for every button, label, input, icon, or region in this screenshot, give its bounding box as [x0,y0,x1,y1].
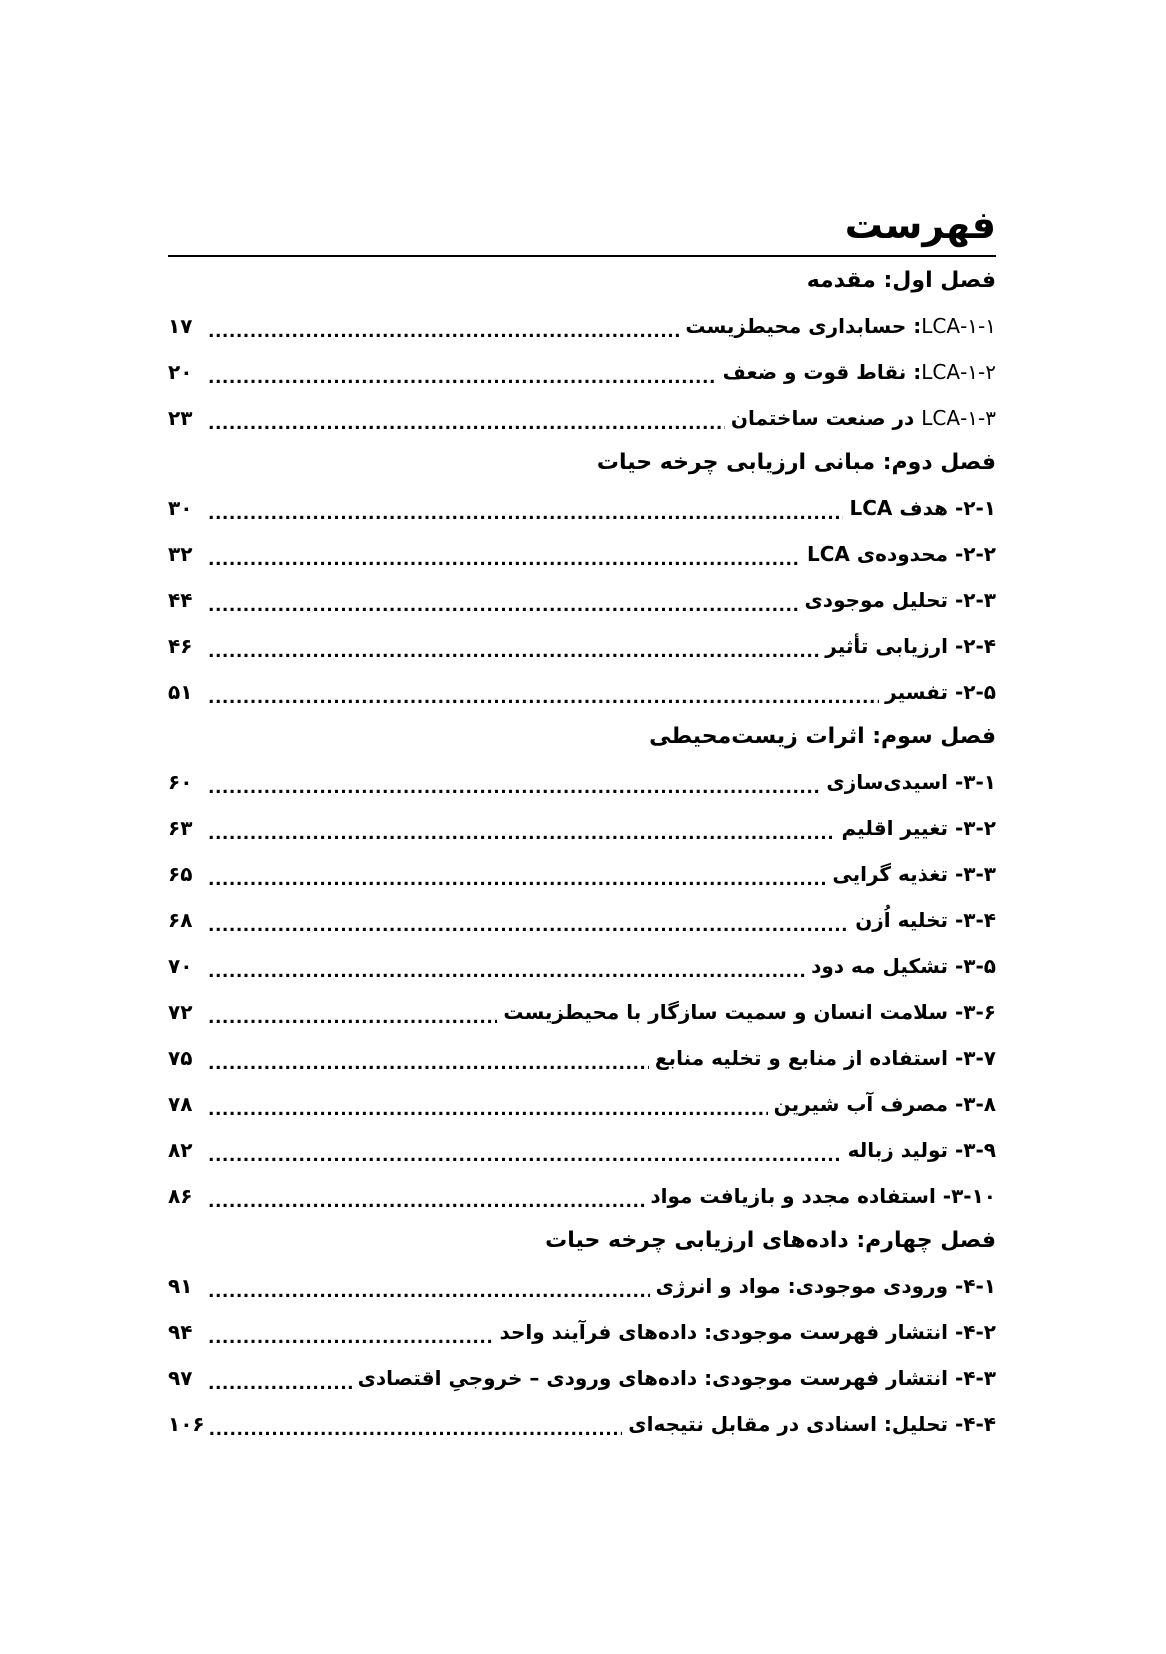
dot-leader [208,675,879,721]
page-number: ۳۰ [168,496,193,520]
toc-entry[interactable] [168,1309,996,1355]
page-number: ۳۲ [168,542,193,566]
page-number: ۹۱ [168,1274,193,1298]
section-number: ۳-۳- [954,862,996,886]
dot-leader [208,995,497,1041]
page-number: ۲۳ [168,406,193,430]
dot-leader [208,765,820,811]
section-number: ۲-۳- [954,588,996,612]
dot-leader [209,1407,623,1453]
page-number: ۶۵ [168,862,193,886]
section-title: استفاده از منابع و تخلیه منابع [654,1046,955,1070]
dot-leader [208,583,798,629]
toc-entry[interactable] [168,759,996,805]
section-number: ۱-۱-LCA [921,314,996,338]
toc-entry[interactable] [168,1127,996,1173]
section-number: ۳-۷- [954,1046,996,1070]
dot-leader [208,1087,768,1133]
chapter-1 [168,259,996,441]
section-number: ۴-۳- [954,1366,996,1390]
toc-entry[interactable] [168,851,996,897]
page-number: ۴۶ [168,634,193,658]
section-number: ۳-۶- [954,1000,996,1024]
chapter-4 [168,1219,996,1447]
section-title: انتشار فهرست موجودی: داده‌های ورودی – خروجیِ اقتصادی [357,1366,955,1390]
dot-leader [208,1269,650,1315]
dot-leader [208,1179,644,1225]
page-number: ۸۲ [168,1138,193,1162]
section-title: تشکیل مه دود [811,954,955,978]
page-number: ۶۸ [168,908,193,932]
dot-leader [208,949,805,995]
dot-leader [208,629,819,675]
section-title: انتشار فهرست موجودی: داده‌های فرآیند واحد [499,1320,955,1344]
section-title: اسیدی‌سازی [826,770,955,794]
toc-entry[interactable] [168,1035,996,1081]
toc-entry[interactable] [168,1173,996,1219]
section-title: سلامت انسان و سمیت سازگار با محیطزیست [503,1000,955,1024]
chapter-heading: فصل دوم: مبانی ارزیابی چرخه حیات [596,450,996,475]
section-title: ورودی موجودی: مواد و انرژی [655,1274,955,1298]
dot-leader [208,1361,352,1407]
dot-leader [208,355,717,401]
section-title: تغییر اقلیم [841,816,955,840]
dot-leader [208,537,801,583]
section-number: ۲-۴- [954,634,996,658]
page-number: ۹۷ [168,1366,193,1390]
page-number: ۷۵ [168,1046,193,1070]
section-number: ۴-۱- [954,1274,996,1298]
toc-entry[interactable] [168,1401,996,1447]
chapter-3 [168,715,996,1219]
section-number: ۴-۲- [954,1320,996,1344]
dot-leader [208,1041,649,1087]
page-number: ۴۴ [168,588,193,612]
toc-entry[interactable] [168,485,996,531]
toc-entry[interactable] [168,577,996,623]
dot-leader [208,903,849,949]
dot-leader [208,811,836,857]
section-title: : نقاط قوت و ضعف [722,360,922,384]
section-number: ۱-۳-LCA [921,406,996,430]
dot-leader [208,491,843,537]
toc-entry[interactable] [168,531,996,577]
chapter-2 [168,441,996,715]
section-number: ۳-۲- [954,816,996,840]
section-title: : حسابداری محیطزیست [685,314,922,338]
toc-entry[interactable] [168,669,996,715]
page-number: ۵۱ [168,680,193,704]
page-number: ۷۸ [168,1092,193,1116]
page-title: فهرست [844,203,996,247]
dot-leader [208,401,725,447]
section-number: ۲-۵- [954,680,996,704]
dot-leader [208,1133,842,1179]
section-title: استفاده مجدد و بازیافت مواد [650,1184,943,1208]
section-number: ۳-۱۰- [942,1184,996,1208]
section-title: هدف LCA [849,496,955,520]
toc-entry[interactable] [168,805,996,851]
table-of-contents [168,195,996,1447]
toc-entry[interactable] [168,1263,996,1309]
page-number: ۶۰ [168,770,193,794]
section-number: ۳-۹- [954,1138,996,1162]
toc-entry[interactable] [168,897,996,943]
chapter-heading: فصل چهارم: داده‌های ارزیابی چرخه حیات [545,1228,996,1253]
section-title: تحلیل: اسنادی در مقابل نتیجه‌ای [628,1412,955,1436]
section-title: تولید زباله [847,1138,955,1162]
dot-leader [208,309,679,355]
section-title: تغذیه گرایی [832,862,955,886]
section-number: ۲-۱- [954,496,996,520]
section-title: تحلیل موجودی [804,588,955,612]
page-number: ۸۶ [168,1184,193,1208]
dot-leader [208,1315,493,1361]
page-number: ۹۴ [168,1320,193,1344]
chapter-heading: فصل سوم: اثرات زیست‌محیطی [649,724,996,749]
page-number: ۱۰۶ [168,1412,205,1436]
page-number: ۷۲ [168,1000,193,1024]
section-title: ارزیابی تأثیر [825,634,955,658]
page-number: ۲۰ [168,360,193,384]
section-title: محدوده‌ی LCA [806,542,955,566]
page-number: ۱۷ [168,314,193,338]
toc-entry[interactable] [168,623,996,669]
section-number: ۳-۴- [954,908,996,932]
page-number: ۷۰ [168,954,193,978]
section-number: ۳-۸- [954,1092,996,1116]
toc-entry[interactable] [168,395,996,441]
toc-entry[interactable] [168,1081,996,1127]
section-title: در صنعت ساختمان [730,406,922,430]
chapter-heading: فصل اول: مقدمه [806,268,996,293]
toc-entry[interactable] [168,943,996,989]
section-number: ۳-۱- [954,770,996,794]
page-number: ۶۳ [168,816,193,840]
toc-entry[interactable] [168,349,996,395]
section-title: مصرف آب شیرین [773,1092,955,1116]
section-number: ۱-۲-LCA [921,360,996,384]
section-number: ۲-۲- [954,542,996,566]
section-title: تفسیر [885,680,955,704]
dot-leader [208,857,826,903]
toc-entry[interactable] [168,989,996,1035]
toc-entry[interactable] [168,1355,996,1401]
section-title: تخلیه اُزن [855,908,955,932]
toc-entry[interactable] [168,303,996,349]
title-divider [168,255,996,257]
section-number: ۳-۵- [954,954,996,978]
section-number: ۴-۴- [954,1412,996,1436]
